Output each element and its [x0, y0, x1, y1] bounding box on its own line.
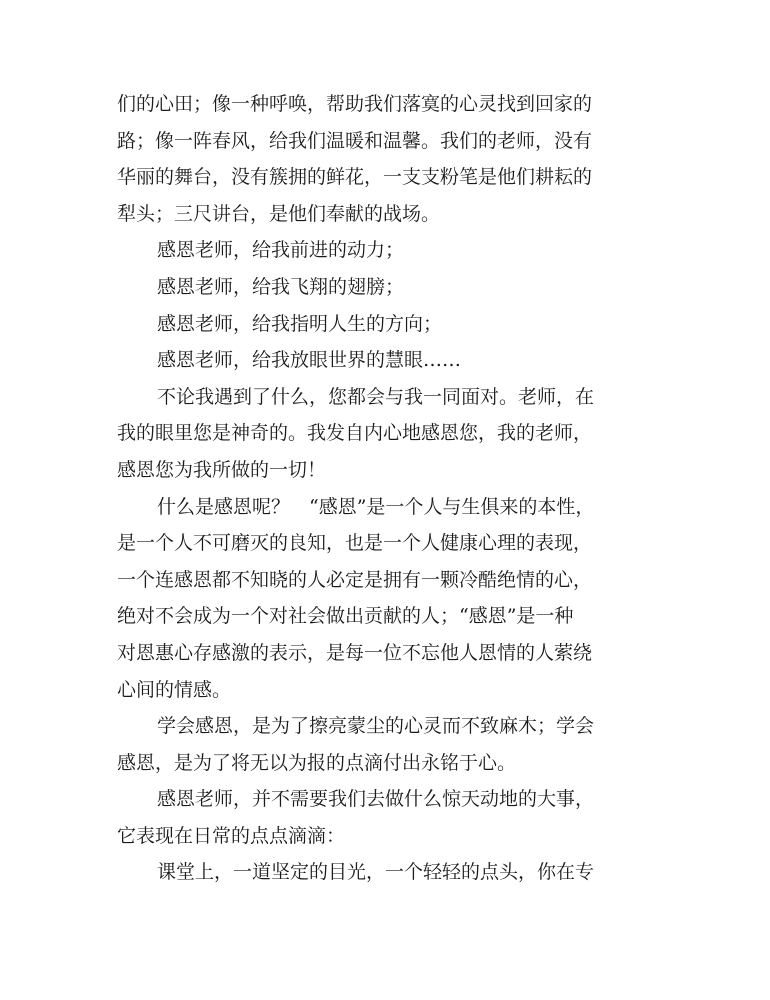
text-line: 路；像一阵春风，给我们温暖和温馨。我们的老师，没有	[117, 129, 593, 152]
text-line: 感恩老师，给我指明人生的方向；	[157, 312, 443, 335]
body-text	[117, 86, 647, 891]
text-line: 课堂上，一道坚定的目光，一个轻轻的点头，你在专	[157, 861, 595, 884]
text-line: 感恩老师，并不需要我们去做什么惊天动地的大事，	[157, 788, 595, 811]
text-line: 心间的情感。	[117, 678, 232, 701]
text-line: 感恩您为我所做的一切！	[117, 458, 327, 481]
text-line: 感恩老师，给我飞翔的翅膀；	[157, 275, 405, 298]
text-line: 一个连感恩都不知晓的人必定是拥有一颗冷酷绝情的心，	[117, 568, 593, 591]
text-line: 对恩惠心存感激的表示，是每一位不忘他人恩情的人萦绕	[117, 641, 593, 664]
text-line: 感恩老师，给我放眼世界的慧眼……	[157, 349, 462, 372]
text-line: 感恩，是为了将无以为报的点滴付出永铭于心。	[117, 751, 517, 774]
text-line: 什么是感恩呢？ “感恩”是一个人与生俱来的本性，	[157, 495, 595, 518]
text-line: 们的心田；像一种呼唤，帮助我们落寞的心灵找到回家的	[117, 93, 593, 115]
text-line: 我的眼里您是神奇的。我发自内心地感恩您，我的老师，	[117, 422, 593, 445]
text-line: 学会感恩，是为了擦亮蒙尘的心灵而不致麻木；学会	[157, 715, 595, 738]
text-line: 绝对不会成为一个对社会做出贡献的人；“感恩”是一种	[117, 605, 574, 628]
text-line: 是一个人不可磨灭的良知，也是一个人健康心理的表现，	[117, 532, 593, 555]
text-line: 华丽的舞台，没有簇拥的鲜花，一支支粉笔是他们耕耘的	[117, 166, 593, 189]
text-line: 犁头；三尺讲台，是他们奉献的战场。	[117, 202, 441, 225]
text-line: 不论我遇到了什么，您都会与我一同面对。老师，在	[157, 385, 595, 408]
text-line: 它表现在日常的点点滴滴：	[117, 824, 346, 847]
text-line: 感恩老师，给我前进的动力；	[157, 239, 405, 262]
